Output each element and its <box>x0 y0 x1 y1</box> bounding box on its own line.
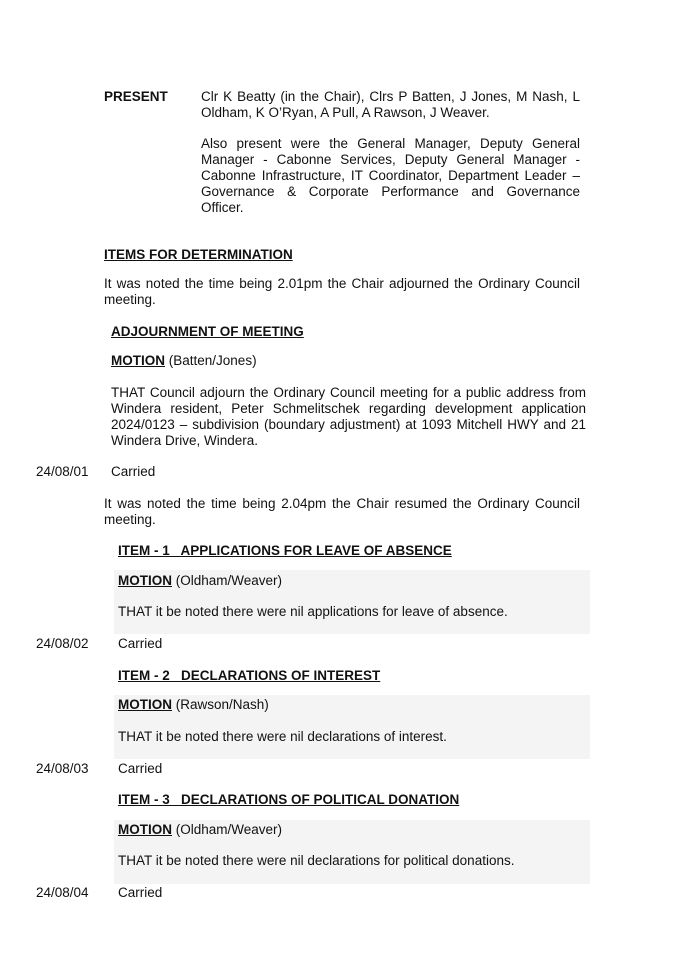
motion-label: MOTION <box>111 353 165 368</box>
motion-label: MOTION <box>118 573 172 588</box>
resolution-outcome: Carried <box>118 761 163 776</box>
adjournment-resolution: THAT Council adjourn the Ordinary Council meeting for a public address from Windera resident, Peter Schmelitschek regarding development application 2024/0123 – subdivision (boundary adjustment) at 1093 Mitchell HWY and 21 Windera Drive, Windera. <box>111 385 586 448</box>
resolution-outcome: Carried <box>111 464 156 479</box>
resumed-note: It was noted the time being 2.04pm the Chair resumed the Ordinary Council meeting. <box>104 496 580 527</box>
attendees-text: Clr K Beatty (in the Chair), Clrs P Batten, J Jones, M Nash, L Oldham, K O’Ryan, A Pull, A Rawson, J Weaver. <box>201 89 580 120</box>
resolution-outcome: Carried <box>118 885 163 900</box>
item-3-heading: ITEM - 3 DECLARATIONS OF POLITICAL DONATION <box>118 792 460 807</box>
item-1-motion <box>118 573 282 589</box>
motion-movers: (Oldham/Weaver) <box>175 822 283 837</box>
resolution-number: 24/08/03 <box>36 761 89 776</box>
resolution-number: 24/08/02 <box>36 636 89 651</box>
motion-label: MOTION <box>118 822 172 837</box>
item-2-heading: ITEM - 2 DECLARATIONS OF INTEREST <box>118 668 381 683</box>
item-1-resolution: THAT it be noted there were nil applications for leave of absence. <box>118 604 508 619</box>
motion-movers: (Oldham/Weaver) <box>175 573 283 588</box>
resolution-number: 24/08/04 <box>36 885 89 900</box>
adjourned-note: It was noted the time being 2.01pm the Chair adjourned the Ordinary Council meeting. <box>104 276 580 307</box>
item-1-heading: ITEM - 1 APPLICATIONS FOR LEAVE OF ABSENCE <box>118 543 452 558</box>
also-present-text: Also present were the General Manager, Deputy General Manager - Cabonne Services, Deputy General Manager - Cabonne Infrastructure, IT Coordinator, Department Leader – Governance & Corporate Performance and Governance Officer. <box>201 136 580 215</box>
motion-movers: (Batten/Jones) <box>168 353 257 368</box>
item-2-motion <box>118 697 269 713</box>
present-label: PRESENT <box>104 89 168 104</box>
motion-label: MOTION <box>118 697 172 712</box>
motion-movers: (Rawson/Nash) <box>175 697 269 712</box>
items-for-determination-heading: ITEMS FOR DETERMINATION <box>104 247 293 262</box>
item-2-resolution: THAT it be noted there were nil declarations of interest. <box>118 729 447 744</box>
item-3-resolution: THAT it be noted there were nil declarations for political donations. <box>118 853 515 868</box>
adjournment-motion <box>111 353 257 369</box>
adjournment-heading: ADJOURNMENT OF MEETING <box>111 324 304 339</box>
resolution-number: 24/08/01 <box>36 464 89 479</box>
item-3-motion <box>118 822 282 838</box>
resolution-outcome: Carried <box>118 636 163 651</box>
